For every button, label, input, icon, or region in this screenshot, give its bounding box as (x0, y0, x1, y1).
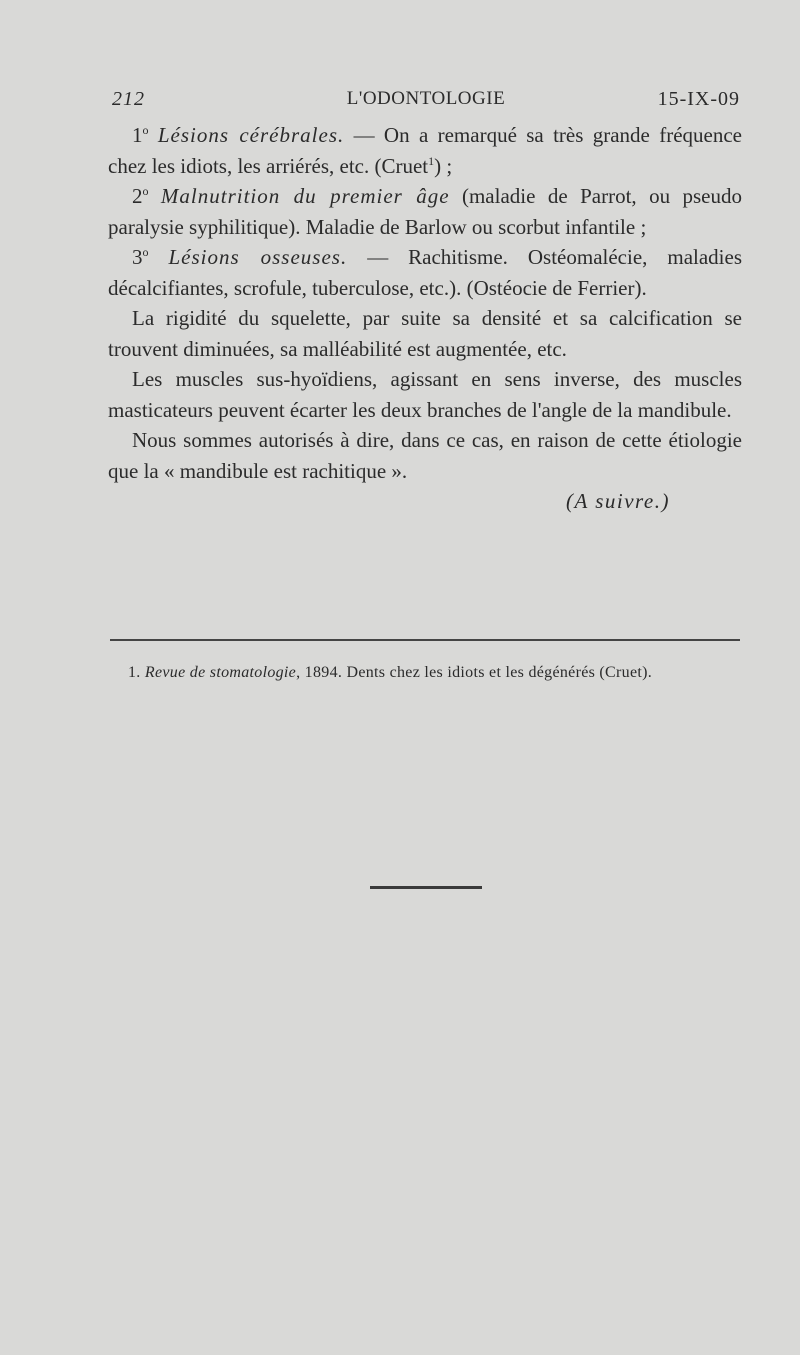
footnote (128, 664, 758, 682)
running-header (112, 88, 740, 118)
paragraph-text: — On a remarqué sa très grande fréquence chez les idiots, les arriérés, etc. (Cruet (108, 123, 742, 178)
paragraph-muscles: Les muscles sus-hyoïdiens, agissant en sens inverse, des muscles masticateurs peuvent écarter les deux branches de l'angle de la mandibule. (108, 367, 742, 422)
section-end-rule (370, 886, 482, 889)
ordinal-marker: o (142, 123, 149, 137)
body-text (108, 120, 742, 517)
journal-title: L'ODONTOLOGIE (346, 88, 506, 109)
footnote-source-title: Revue de stomatologie (144, 664, 297, 681)
footnote-text: , 1894. Dents chez les idiots et les dégénérés (Cruet). (296, 664, 653, 681)
footnote-divider (110, 639, 740, 641)
section-title: Lésions osseuses. (168, 245, 348, 269)
section-title: Lésions cérébrales. (157, 123, 345, 147)
to-be-continued: (A suivre.) (566, 489, 670, 513)
paragraph-malnutrition (108, 181, 742, 242)
footnote-number: 1. (128, 664, 141, 681)
paragraph-rigidite: La rigidité du squelette, par suite sa densité et sa calcification se trouvent diminuées, sa malléabilité est augmentée, etc. (108, 306, 742, 361)
paragraph-conclusion: Nous sommes autorisés à dire, dans ce cas, en raison de cette étiologie que la « mandibule est rachitique ». (108, 428, 742, 483)
item-number: 3 (132, 245, 143, 269)
paragraph-text: (maladie de Parrot, ou pseudo paralysie syphilitique). Maladie de Barlow ou scorbut infantile ; (108, 184, 743, 239)
paragraph-lesions-cerebrales (108, 120, 742, 181)
paragraph-lesions-osseuses (108, 242, 742, 303)
footnote-reference[interactable]: 1 (428, 153, 435, 168)
page-number: 212 (112, 88, 145, 110)
paragraph-text: — Rachitisme. Ostéomalécie, maladies décalcifiantes, scrofule, tuberculose, etc.). (Ostéocie de Ferrier). (108, 245, 743, 300)
ordinal-marker: o (142, 245, 149, 259)
item-number: 1 (132, 123, 143, 147)
paragraph-text-end: ) ; (434, 153, 453, 178)
section-title: Malnutrition du premier âge (160, 184, 450, 208)
ordinal-marker: o (142, 184, 149, 198)
item-number: 2 (132, 184, 143, 208)
issue-date: 15-IX-09 (657, 88, 740, 110)
